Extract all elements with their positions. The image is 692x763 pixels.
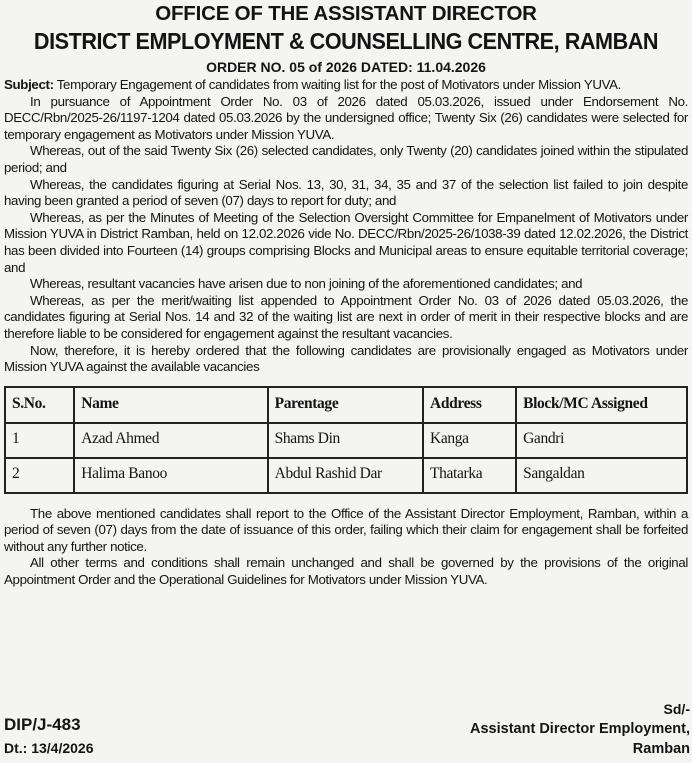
column-header: Parentage <box>268 387 423 423</box>
column-header: Address <box>423 387 516 423</box>
dip-date: Dt.: 13/4/2026 <box>4 740 94 756</box>
subject-label: Subject: <box>4 77 54 92</box>
office-heading: OFFICE OF THE ASSISTANT DIRECTOR <box>155 2 537 25</box>
paragraph: Whereas, out of the said Twenty Six (26) selected candidates, only Twenty (20) candidates joined within the stipulated period; and <box>4 143 688 175</box>
table-cell: Shams Din <box>268 423 423 458</box>
closing-paragraph: All other terms and conditions shall remain unchanged and shall be governed by the provisions of the original Appointment Order and the Operational Guidelines for Motivators under Mission YUVA. <box>4 555 688 588</box>
table-cell: Sangaldan <box>516 458 687 493</box>
centre-heading: DISTRICT EMPLOYMENT & COUNSELLING CENTRE, RAMBAN <box>33 28 659 54</box>
signed-mark: Sd/- <box>663 701 690 717</box>
column-header: Block/MC Assigned <box>516 387 687 423</box>
candidates-table <box>4 386 688 494</box>
signatory-place: Ramban <box>632 741 690 757</box>
table-row <box>5 423 687 458</box>
paragraph: In pursuance of Appointment Order No. 03 of 2026 dated 05.03.2026, issued under Endorsement No. DECC/Rbn/2025-26/1197-1204 dated 05.03.2026 by the undersigned office; Twenty Six (26) candidates were selected for temporary engagement as Motivators under Mission YUVA. <box>4 93 688 142</box>
paragraph: Whereas, as per the merit/waiting list appended to Appointment Order No. 03 of 2026 dated 05.03.2026, the candidates figuring at Serial Nos. 14 and 32 of the waiting list are next in order of merit in their respective blocks and are therefore liable to be considered for engagement against the resultant vacancies. <box>4 292 688 341</box>
paragraph: Whereas, as per the Minutes of Meeting of the Selection Oversight Committee for Empanelment of Motivators under Mission YUVA in District Ramban, held on 12.02.2026 vide No. DECC/Rbn/2025-26/1038-39 dated 12.02.2026, the District has been divided into Fourteen (14) groups comprising Blocks and Municipal areas to ensure equitable territorial coverage; and <box>4 209 688 275</box>
order-number: ORDER NO. 05 of 2026 DATED: 11.04.2026 <box>206 59 486 75</box>
table-cell: Thatarka <box>423 458 516 493</box>
signatory-title: Assistant Director Employment, <box>470 721 690 737</box>
table-row <box>5 458 687 493</box>
column-header: Name <box>74 387 267 423</box>
closing-paragraph: The above mentioned candidates shall report to the Office of the Assistant Director Employment, Ramban, within a period of seven (07) days from the date of issuance of this order, failing which their claim for engagement shall be forfeited without any further notice. <box>4 505 688 554</box>
subject-paragraph <box>4 77 688 94</box>
table-cell: Gandri <box>516 423 687 458</box>
paragraph: Now, therefore, it is hereby ordered that the following candidates are provisionally engaged as Motivators under Mission YUVA against the available vacancies <box>4 342 688 375</box>
table-cell: Halima Banoo <box>74 458 267 493</box>
table-header-row <box>5 387 687 423</box>
table-cell: Abdul Rashid Dar <box>268 458 423 493</box>
subject-text: Temporary Engagement of candidates from waiting list for the post of Motivators under Mission YUVA. <box>53 77 621 92</box>
table-cell: Kanga <box>423 423 516 458</box>
dip-number: DIP/J-483 <box>4 715 81 734</box>
table-cell: 2 <box>5 458 74 493</box>
order-body <box>4 77 688 589</box>
paragraph: Whereas, resultant vacancies have arisen due to non joining of the aforementioned candidates; and <box>30 276 583 292</box>
table-cell: 1 <box>5 423 74 458</box>
column-header: S.No. <box>5 387 74 423</box>
table-cell: Azad Ahmed <box>74 423 267 458</box>
signature-block <box>4 698 690 760</box>
paragraph: Whereas, the candidates figuring at Serial Nos. 13, 30, 31, 34, 35 and 37 of the selection list failed to join despite having been granted a period of seven (07) days to report for duty; and <box>4 176 688 209</box>
